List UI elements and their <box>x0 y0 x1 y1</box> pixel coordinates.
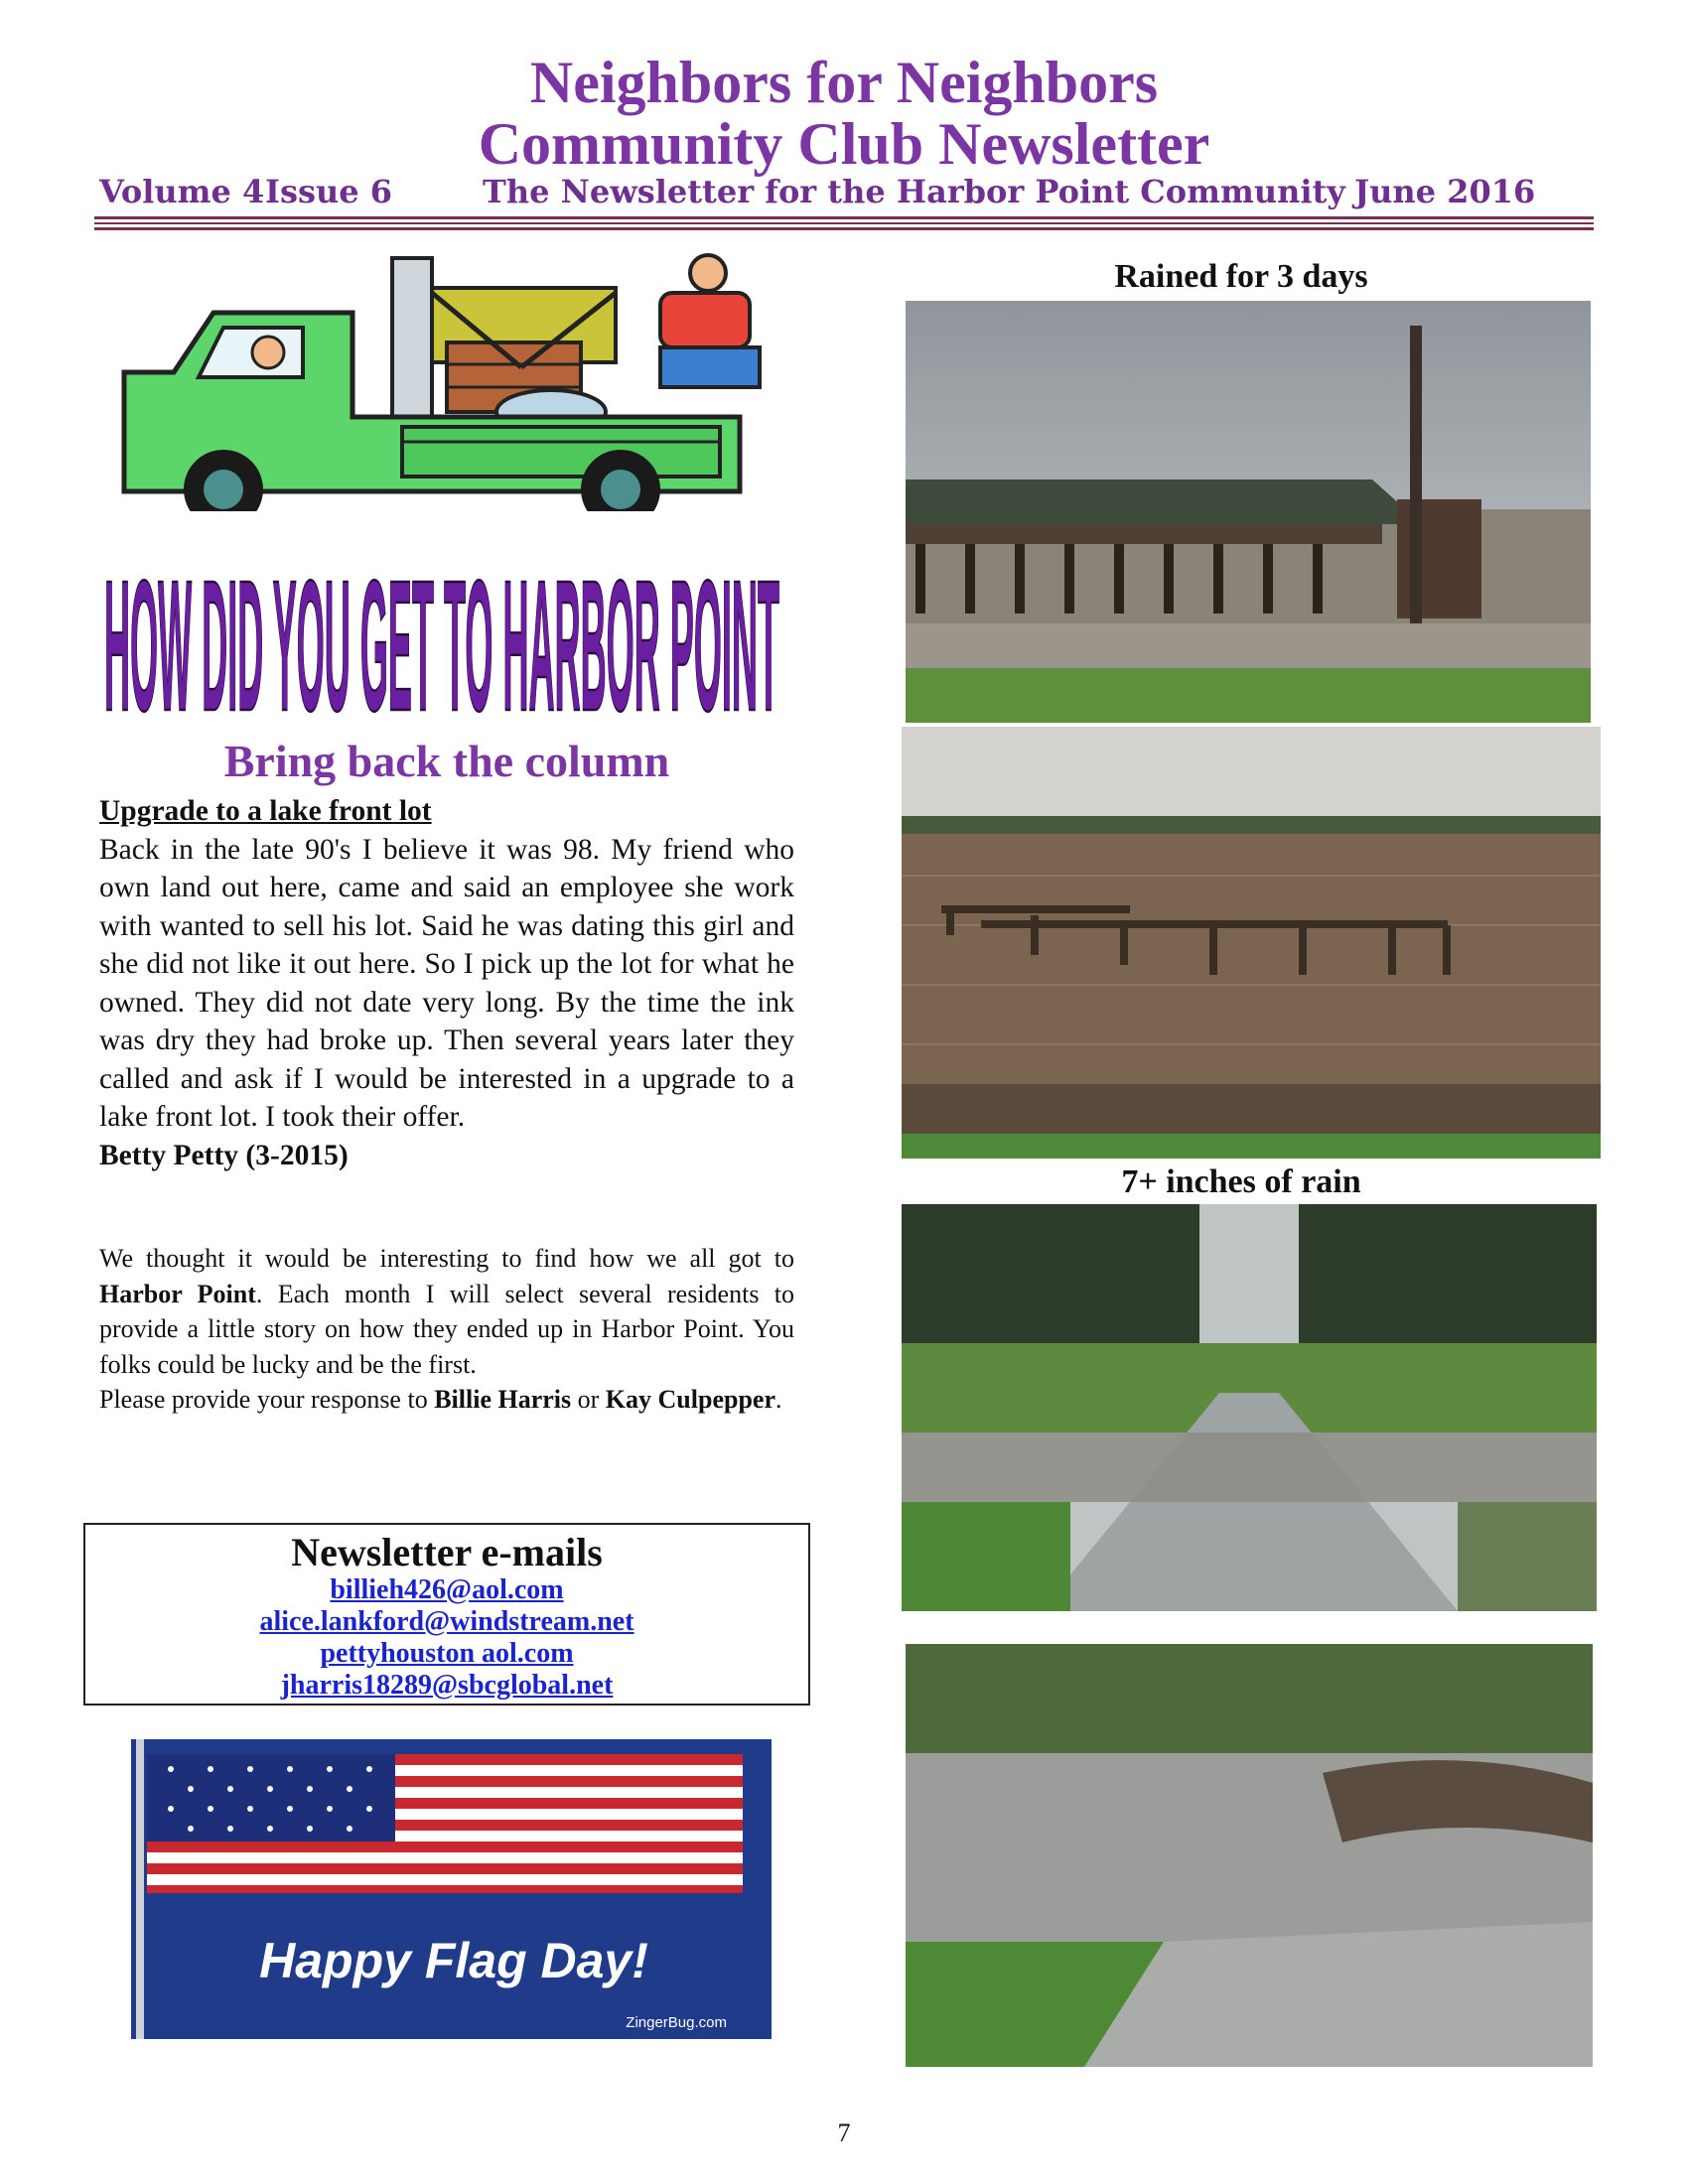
newsletter-title: Neighbors for Neighbors <box>529 50 1159 115</box>
email-link-billie[interactable]: billieh426@aol.com <box>330 1574 564 1605</box>
column-heading: Bring back the column <box>223 736 670 786</box>
masthead-rule-top <box>94 216 1594 219</box>
email-link-jharris[interactable]: jharris18289@sbcglobal.net <box>280 1670 614 1701</box>
fridge-icon <box>392 258 432 417</box>
flag-day-banner <box>131 1739 772 2039</box>
response-end: . <box>774 1385 782 1414</box>
caption-rain-inches: 7+ inches of rain <box>1121 1163 1361 1200</box>
flag-day-text: Happy Flag Day! <box>259 1933 648 1988</box>
intro-paragraph <box>99 1241 794 1382</box>
page-number: 7 <box>837 2118 851 2147</box>
wordart-heading <box>99 526 784 735</box>
photo-flooded-boathouse <box>906 301 1591 723</box>
pier-deck <box>941 905 1130 913</box>
masthead-rule-bottom <box>94 227 1594 230</box>
response-or: or <box>571 1385 606 1414</box>
photo-flooded-road <box>902 1204 1597 1611</box>
man-icon <box>690 255 726 291</box>
caption-rained: Rained for 3 days <box>1114 258 1368 295</box>
flag-credit: ZingerBug.com <box>626 2014 727 2031</box>
contact-name-kay: Kay Culpepper <box>605 1385 775 1414</box>
response-text: Please provide your response to <box>99 1385 435 1414</box>
intro-text: We thought it would be interesting to find how we all got to <box>99 1244 794 1273</box>
newsletter-emails-box <box>83 1523 810 1706</box>
photo-water-over-road <box>906 1644 1593 2067</box>
story-block <box>99 792 794 1174</box>
email-link-petty[interactable]: pettyhouston aol.com <box>320 1638 574 1669</box>
intro-bold-place: Harbor Point <box>99 1279 256 1308</box>
volume-label: Volume 4 <box>99 173 265 210</box>
wordart-text: HOW DID YOU GET TO HARBOR POINT <box>104 540 780 735</box>
newsletter-subtitle: Community Club Newsletter <box>478 111 1210 177</box>
story-body: Back in the late 90's I believe it was 98. My friend who own land out here, came and said an employee she work with wanted to sell his lot. Said he was dating this girl and she did not like it out here. So I pick up the lot for what he owned. They did not date very long. By the time the ink was dry they had broke up. Then several years later they called and ask if I would be interested in a upgrade to a lake front lot. I took their offer. <box>99 833 794 1133</box>
intro-text-cont: . Each month I will select several residents to provide a little story on how they ended up in Harbor Point. You folks could be lucky and be the first. <box>99 1279 794 1379</box>
email-link-alice[interactable]: alice.lankford@windstream.net <box>259 1606 634 1637</box>
moving-truck-illustration <box>104 253 799 511</box>
tagline: The Newsletter for the Harbor Point Community <box>483 173 1345 210</box>
intro-block <box>99 1241 794 1418</box>
issue-label: Issue 6 <box>265 173 393 210</box>
contact-name-billie: Billie Harris <box>434 1385 572 1414</box>
flag-pole <box>136 1739 144 2039</box>
story-byline: Betty Petty (3-2015) <box>99 1139 349 1171</box>
masthead-rule-mid <box>94 222 1594 224</box>
photo-flooded-pier <box>902 727 1601 1159</box>
issue-date: June 2016 <box>1354 173 1536 210</box>
response-paragraph <box>99 1382 794 1418</box>
american-flag-icon <box>147 1754 743 1893</box>
emails-title: Newsletter e-mails <box>291 1530 603 1574</box>
utility-pole <box>1410 326 1422 623</box>
story-subtitle: Upgrade to a lake front lot <box>99 795 432 827</box>
